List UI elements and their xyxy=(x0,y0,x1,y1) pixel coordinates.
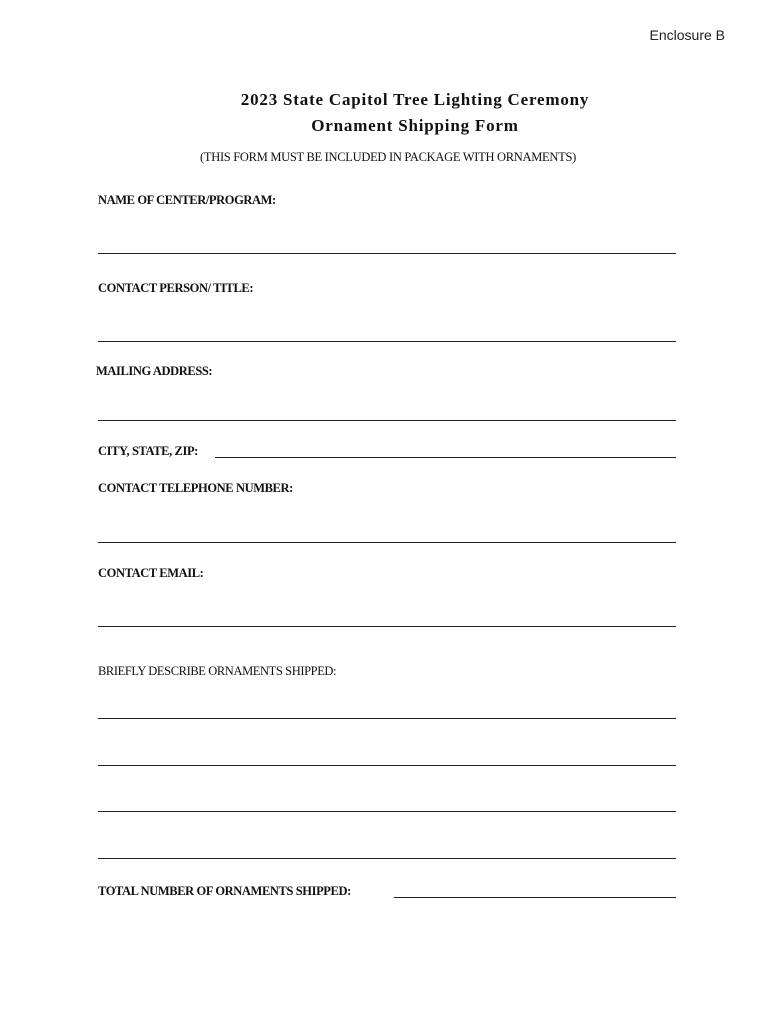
describe-ornaments-line-4[interactable] xyxy=(98,858,676,859)
describe-ornaments-label: BRIEFLY DESCRIBE ORNAMENTS SHIPPED: xyxy=(98,664,337,678)
total-ornaments-field[interactable] xyxy=(394,897,676,898)
title-line-2: Ornament Shipping Form xyxy=(311,116,519,135)
center-program-field[interactable] xyxy=(98,253,676,254)
telephone-field[interactable] xyxy=(98,542,676,543)
total-ornaments-label: TOTAL NUMBER OF ORNAMENTS SHIPPED: xyxy=(98,884,351,898)
form-title xyxy=(0,87,770,139)
enclosure-label: Enclosure B xyxy=(649,27,725,43)
city-state-zip-field[interactable] xyxy=(215,457,676,458)
describe-ornaments-line-1[interactable] xyxy=(98,718,676,719)
city-state-zip-label: CITY, STATE, ZIP: xyxy=(98,444,198,458)
mailing-address-field[interactable] xyxy=(98,420,676,421)
contact-person-label: CONTACT PERSON/ TITLE: xyxy=(98,281,254,295)
describe-ornaments-line-3[interactable] xyxy=(98,811,676,812)
telephone-label: CONTACT TELEPHONE NUMBER: xyxy=(98,481,293,495)
email-field[interactable] xyxy=(98,626,676,627)
center-program-label: NAME OF CENTER/PROGRAM: xyxy=(98,193,276,207)
mailing-address-label: MAILING ADDRESS: xyxy=(96,364,213,378)
describe-ornaments-line-2[interactable] xyxy=(98,765,676,766)
contact-person-field[interactable] xyxy=(98,341,676,342)
form-instruction: (THIS FORM MUST BE INCLUDED IN PACKAGE WITH ORNAMENTS) xyxy=(200,150,576,164)
title-line-1: 2023 State Capitol Tree Lighting Ceremony xyxy=(240,90,590,109)
email-label: CONTACT EMAIL: xyxy=(98,566,204,580)
